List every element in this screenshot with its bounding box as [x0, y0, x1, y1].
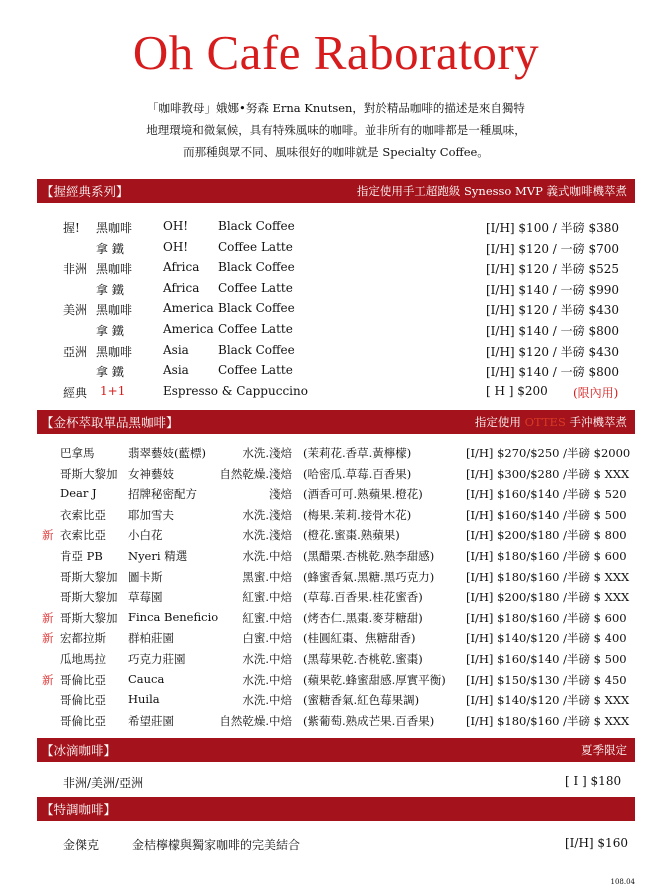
item-name: Espresso & Cappuccino [163, 384, 308, 398]
menu-row [0, 363, 672, 383]
new-badge: 新 [42, 631, 54, 646]
flavor-notes: (酒香可可.熟蘋果.橙花) [303, 487, 423, 502]
price: [I/H] $100 / 半磅 $380 [486, 221, 619, 235]
farm-name: Nyeri 精選 [128, 549, 188, 563]
drink-name: 拿 鐵 [96, 241, 124, 256]
price: [I/H] $120 / 半磅 $430 [486, 344, 619, 359]
section-header-gold [37, 410, 635, 434]
farm-name: 耶加雪夫 [128, 507, 174, 522]
price: [I/H] $270/$250 /半磅 $2000 [466, 446, 631, 460]
menu-row [0, 322, 672, 342]
origin-label: Africa [163, 280, 200, 295]
process-label: 黑蜜.中焙 [242, 569, 292, 584]
special-item-row [0, 836, 672, 856]
origin-label: 肯亞 PB [60, 549, 103, 563]
coffee-row [0, 507, 672, 527]
price: [I/H] $120 / 半磅 $525 [486, 262, 619, 277]
farm-name: 女神藝妓 [128, 466, 174, 481]
drink-name: 黑咖啡 [96, 344, 133, 359]
origin-label: Asia [163, 342, 189, 357]
drink-name: 黑咖啡 [96, 303, 133, 318]
price: [I/H] $160/$140 /半磅 $ 520 [466, 487, 627, 502]
origin-label: 巴拿馬 [60, 446, 95, 460]
drink-type: Coffee Latte [218, 280, 293, 295]
process-label: 水洗.淺焙 [242, 446, 292, 460]
region-label: 經典 [63, 386, 88, 400]
flavor-notes: (紫葡萄.熟成芒果.百香果) [303, 713, 435, 728]
item-desc: 金桔檸檬與獨家咖啡的完美結合 [132, 838, 301, 852]
price: [I/H] $160/$140 /半磅 $ 500 [466, 652, 627, 666]
drink-type: Coffee Latte [218, 322, 293, 336]
menu-row [0, 260, 672, 280]
drink-type: Black Coffee [218, 342, 295, 357]
intro-line: 「咖啡教母」娥娜•努森 Erna Knutsen，對於精品咖啡的描述是來自獨特 [147, 101, 525, 115]
flavor-notes: (梅果.茉莉.接骨木花) [303, 507, 412, 522]
drink-type: Coffee Latte [218, 363, 293, 378]
region-label: 亞洲 [63, 344, 88, 359]
process-label: 水洗.中焙 [242, 693, 292, 708]
coffee-row [0, 610, 672, 630]
farm-name: 翡翠藝妓(藍標) [128, 446, 206, 460]
note-suffix: 手沖機萃煮 [565, 415, 627, 429]
new-badge: 新 [42, 672, 54, 687]
menu-row [0, 301, 672, 321]
origin-label: 哥倫比亞 [60, 713, 106, 728]
note-prefix: 指定使用 [474, 415, 525, 429]
process-label: 水洗.中焙 [242, 672, 292, 687]
drink-type: Black Coffee [218, 260, 295, 275]
process-label: 紅蜜.中焙 [242, 610, 292, 625]
page-title: Oh Cafe Raboratory [132, 25, 540, 80]
farm-name: 巧克力莊園 [128, 652, 186, 666]
farm-name: 圖卡斯 [128, 569, 163, 584]
price: [I/H] $180/$160 /半磅 $ XXX [466, 713, 630, 728]
price: [I/H] $200/$180 /半磅 $ 800 [466, 528, 627, 543]
origin-label: America [163, 301, 214, 316]
intro-line: 而那種與眾不同、風味很好的咖啡就是 Specialty Coffee。 [183, 145, 489, 159]
coffee-row [0, 466, 672, 486]
process-label: 自然乾燥.淺焙 [219, 466, 292, 481]
origin-label: 哥斯大黎加 [60, 610, 118, 625]
farm-name: 希望莊園 [128, 713, 174, 728]
section-header-special [37, 797, 635, 821]
new-badge: 新 [42, 610, 54, 625]
price: [I/H] $120 / 半磅 $430 [486, 303, 619, 318]
drink-type: Coffee Latte [218, 239, 293, 254]
cold-item-row [0, 774, 672, 794]
process-label: 水洗.中焙 [242, 549, 292, 563]
drink-name: 黑咖啡 [96, 221, 133, 235]
item-name: 金傑克 [63, 838, 100, 852]
item-name: 非洲/美洲/亞洲 [63, 776, 144, 790]
section-header-classic [37, 179, 635, 203]
flavor-notes: (橙花.蜜棗.熟蘋果) [303, 528, 400, 543]
drink-name: 拿 鐵 [96, 282, 124, 297]
section-title: 【冰滴咖啡】 [41, 743, 117, 758]
drink-type: Black Coffee [218, 301, 295, 316]
drink-name: 拿 鐵 [96, 324, 124, 338]
process-label: 紅蜜.中焙 [242, 590, 292, 605]
price: [I/H] $160 [565, 836, 628, 850]
region-label: 美洲 [63, 303, 88, 318]
origin-label: Asia [163, 363, 189, 378]
origin-label: 衣索比亞 [60, 528, 106, 543]
farm-name: Finca Beneficio [128, 609, 219, 624]
process-label: 水洗.中焙 [242, 652, 292, 666]
section-title: 【金杯萃取單品黑咖啡】 [41, 415, 179, 430]
flavor-notes: (黑莓果乾.杏桃乾.蜜棗) [303, 652, 423, 666]
farm-name: Huila [128, 692, 160, 707]
region-label: 握! [63, 221, 80, 235]
origin-label: OH! [163, 239, 189, 254]
combo-badge: 1+1 [100, 384, 126, 398]
dine-in-note: (限內用) [573, 386, 619, 400]
origin-label: OH! [163, 219, 189, 233]
coffee-row [0, 651, 672, 671]
section-note [475, 414, 627, 430]
origin-label: 哥倫比亞 [60, 693, 106, 708]
farm-name: 草莓園 [128, 590, 163, 605]
price: [I/H] $120 / 一磅 $700 [486, 241, 619, 256]
price: [I/H] $160/$140 /半磅 $ 500 [466, 507, 627, 522]
origin-label: 哥斯大黎加 [60, 466, 118, 481]
farm-name: 群柏莊園 [128, 631, 174, 646]
price: [I/H] $140/$120 /半磅 $ XXX [466, 693, 630, 708]
farm-name: Cauca [128, 671, 165, 686]
section-title: 【握經典系列】 [41, 184, 129, 199]
coffee-row [0, 672, 672, 692]
intro-line: 地理環境和微氣候，具有特殊風味的咖啡。並非所有的咖啡都是一種風味， [146, 123, 526, 137]
coffee-row [0, 589, 672, 609]
process-label: 自然乾燥.中焙 [219, 713, 292, 728]
farm-name: 小白花 [128, 528, 163, 543]
drink-name: 拿 鐵 [96, 365, 124, 380]
menu-row [0, 281, 672, 301]
menu-row [0, 240, 672, 260]
origin-label: Dear J [60, 486, 97, 501]
flavor-notes: (烤杏仁.黑棗.麥芽糖甜) [303, 610, 423, 625]
coffee-row [0, 713, 672, 733]
section-note: 指定使用手工超跑級 Synesso MVP 義式咖啡機萃煮 [356, 184, 627, 198]
origin-label: Africa [163, 260, 200, 275]
flavor-notes: (桂圓紅棗、焦糖甜香) [303, 631, 416, 646]
coffee-row [0, 548, 672, 568]
coffee-row [0, 692, 672, 712]
origin-label: 衣索比亞 [60, 507, 106, 522]
coffee-row [0, 486, 672, 506]
coffee-row [0, 630, 672, 650]
flavor-notes: (蜂蜜香氣.黑糖.黑巧克力) [303, 569, 435, 584]
price: [I/H] $300/$280 /半磅 $ XXX [466, 466, 630, 481]
price: [I/H] $140 / 一磅 $990 [486, 282, 619, 297]
region-label: 非洲 [63, 262, 88, 277]
price: [I/H] $180/$160 /半磅 $ XXX [466, 569, 630, 584]
origin-label: 哥倫比亞 [60, 672, 106, 687]
flavor-notes: (哈密瓜.草莓.百香果) [303, 466, 412, 481]
process-label: 水洗.淺焙 [242, 528, 292, 543]
origin-label: 宏都拉斯 [60, 631, 106, 646]
flavor-notes: (草莓.百香果.桂花蜜香) [303, 590, 423, 605]
flavor-notes: (蘋果乾.蜂蜜甜感.厚實平衡) [303, 672, 446, 687]
origin-label: 哥斯大黎加 [60, 590, 118, 605]
process-label: 白蜜.中焙 [242, 631, 292, 646]
new-badge: 新 [42, 528, 54, 543]
origin-label: 哥斯大黎加 [60, 569, 118, 584]
price: [I/H] $140/$120 /半磅 $ 400 [466, 631, 627, 646]
menu-row [0, 343, 672, 363]
price: [I/H] $140 / 一磅 $800 [486, 324, 619, 338]
drink-type: Black Coffee [218, 219, 295, 233]
coffee-row [0, 527, 672, 547]
price: [I/H] $140 / 一磅 $800 [486, 365, 619, 380]
section-header-cold [37, 738, 635, 762]
price: [ I ] $180 [565, 774, 622, 788]
origin-label: America [163, 322, 214, 336]
coffee-row [0, 445, 672, 465]
drink-name: 黑咖啡 [96, 262, 133, 277]
origin-label: 瓜地馬拉 [60, 652, 106, 666]
intro-text [0, 97, 672, 163]
price: [I/H] $180/$160 /半磅 $ 600 [466, 610, 627, 625]
flavor-notes: (黑醋栗.杏桃乾.熟李甜感) [303, 549, 435, 563]
footer-code: 108.04 [610, 878, 635, 886]
menu-row [0, 219, 672, 239]
brand-name: OTTES [524, 415, 566, 429]
price: [I/H] $200/$180 /半磅 $ XXX [466, 590, 630, 605]
process-label: 水洗.淺焙 [242, 507, 292, 522]
flavor-notes: (蜜糖香氣.紅色莓果調) [303, 693, 420, 708]
section-title: 【特調咖啡】 [41, 802, 117, 817]
section-note: 夏季限定 [581, 743, 627, 757]
price: [I/H] $150/$130 /半磅 $ 450 [466, 672, 627, 687]
price: [ H ] $200 [486, 384, 548, 398]
coffee-row [0, 569, 672, 589]
price: [I/H] $180/$160 /半磅 $ 600 [466, 549, 627, 563]
flavor-notes: (茉莉花.香草.黃檸檬) [303, 446, 412, 460]
process-label: 淺焙 [269, 487, 292, 502]
classic-special-row [0, 384, 672, 404]
farm-name: 招牌秘密配方 [128, 487, 197, 502]
